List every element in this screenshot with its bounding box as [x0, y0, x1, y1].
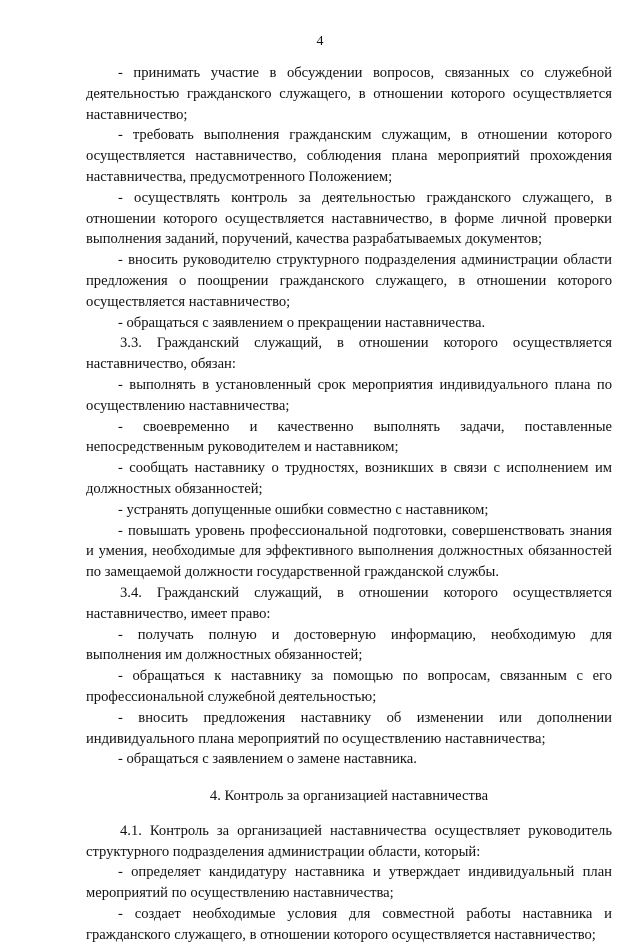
list-item: - определяет кандидатуру наставника и утверждает индивидуальный план мероприятий по осуществлению наставничества;: [86, 864, 612, 902]
list-item: - сообщать наставнику о трудностях, возникших в связи с исполнением им должностных обязанностей;: [86, 460, 612, 497]
list-item: - выполнять в установленный срок мероприятия индивидуального плана по осуществлению наставничества;: [86, 376, 612, 414]
page-number: 4: [316, 34, 324, 49]
list-item: - вносить предложения наставнику об изменении или дополнении индивидуального плана мероприятий по осуществлению наставничества;: [86, 709, 612, 747]
clause-3-3: 3.3. Гражданский служащий, в отношении которого осуществляется наставничество, обязан:: [86, 335, 612, 373]
list-item: - устранять допущенные ошибки совместно с наставником;: [118, 501, 489, 518]
list-item: - вносить руководителю структурного подразделения администрации области предложения о поощрении гражданского служащего, в отношении которого осуществляется наставничество;: [86, 252, 612, 310]
clause-4-1: 4.1. Контроль за организацией наставничества осуществляет руководитель структурного подразделения администрации области, который:: [86, 822, 612, 860]
list-item: - обращаться с заявлением о замене наставника.: [118, 751, 417, 768]
clause-3-4: 3.4. Гражданский служащий, в отношении которого осуществляется наставничество, имеет право:: [86, 584, 612, 622]
list-item: - создает необходимые условия для совместной работы наставника и гражданского служащего, в отношении которого осуществляется наставничество;: [86, 906, 612, 943]
list-item: - повышать уровень профессиональной подготовки, совершенствовать знания и умения, необходимые для эффективного выполнения должностных обязанностей по замещаемой должности государственной гражданской службы.: [86, 522, 612, 581]
list-item: - получать полную и достоверную информацию, необходимую для выполнения им должностных обязанностей;: [86, 626, 612, 664]
list-item: - обращаться к наставнику за помощью по вопросам, связанным с его профессиональной служебной деятельностью;: [86, 668, 612, 705]
section-heading: 4. Контроль за организацией наставничества: [209, 788, 489, 805]
list-item: - осуществлять контроль за деятельностью гражданского служащего, в отношении которого осуществляется наставничество, в форме личной проверки выполнения заданий, поручений, качества разрабатываемых документов;: [86, 189, 612, 248]
list-item: - обращаться с заявлением о прекращении наставничества.: [118, 314, 486, 331]
list-item: - принимать участие в обсуждении вопросов, связанных со служебной деятельностью гражданского служащего, в отношении которого осуществляется наставничество;: [86, 65, 612, 123]
list-item: - требовать выполнения гражданским служащим, в отношении которого осуществляется наставничество, соблюдения плана мероприятий прохождения наставничества, предусмотренного Положением;: [86, 127, 612, 185]
document-body: [86, 63, 612, 946]
list-item: - своевременно и качественно выполнять задачи, поставленные непосредственным руководителем и наставником;: [86, 418, 612, 456]
